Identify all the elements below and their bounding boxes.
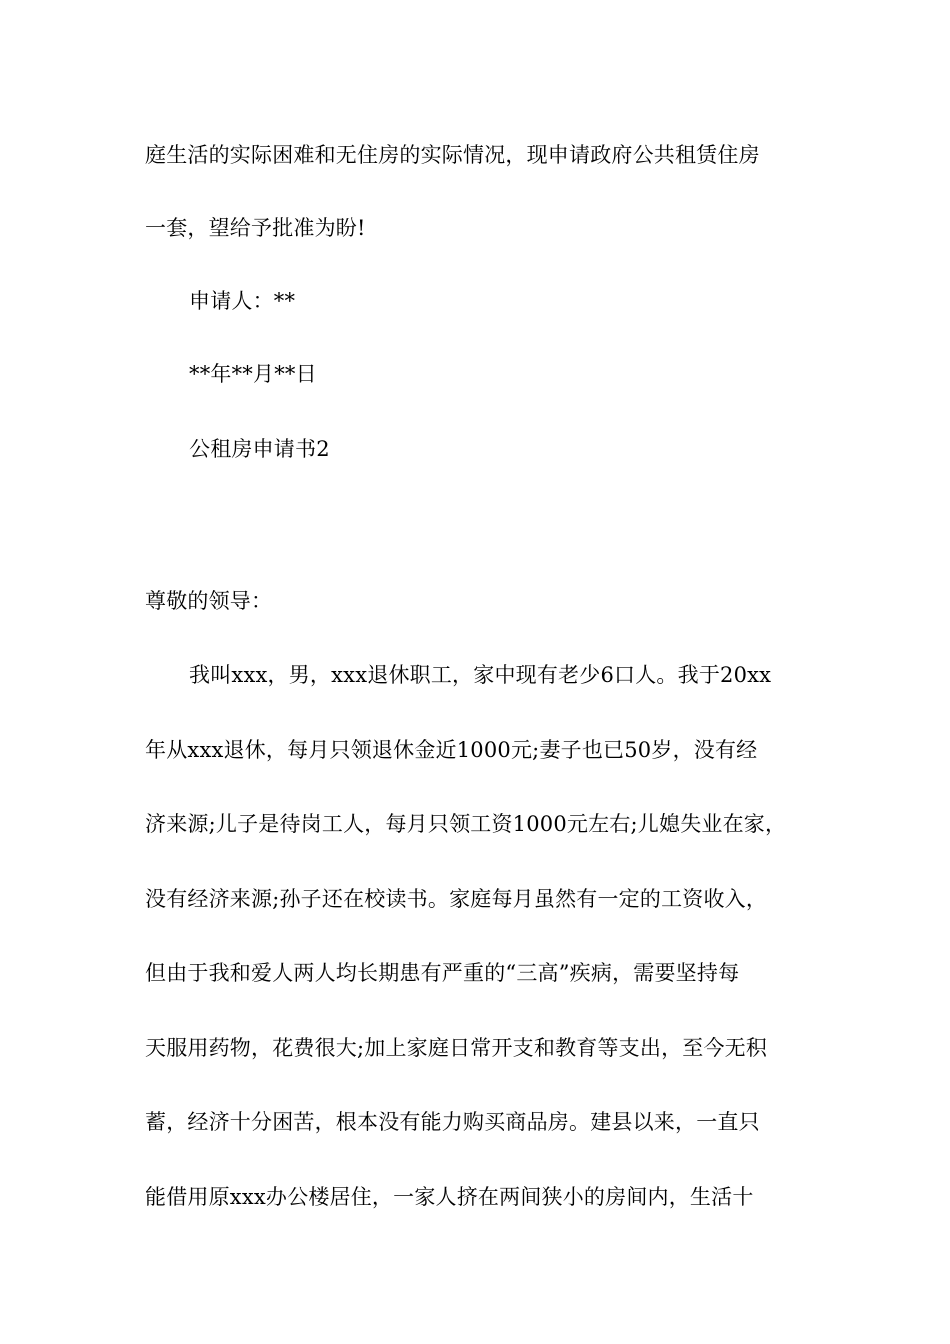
body-line-8: 能借用原xxx办公楼居住，一家人挤在两间狭小的房间内，生活十: [145, 1185, 754, 1209]
applicant-line: 申请人：**: [189, 289, 296, 313]
paragraph-line-1: 庭生活的实际困难和无住房的实际情况，现申请政府公共租赁住房: [145, 143, 760, 167]
body-line-6: 天服用药物，花费很大;加上家庭日常开支和教育等支出，至今无积: [145, 1036, 768, 1060]
body-line-3: 济来源;儿子是待岗工人，每月只领工资1000元左右;儿媳失业在家，: [145, 812, 787, 836]
body-line-1: 我叫xxx，男，xxx退休职工，家中现有老少6口人。我于20xx: [189, 663, 772, 687]
body-line-5: 但由于我和爱人两人均长期患有严重的“三高”疾病，需要坚持每: [145, 961, 740, 985]
body-line-7: 蓄，经济十分困苦，根本没有能力购买商品房。建县以来，一直只: [145, 1110, 760, 1134]
date-line: **年**月**日: [189, 362, 317, 386]
paragraph-line-2: 一套，望给予批准为盼!: [145, 216, 366, 240]
salutation-line: 尊敬的领导：: [145, 589, 273, 613]
body-line-2: 年从xxx退休，每月只领退休金近1000元;妻子也已50岁，没有经: [145, 738, 758, 762]
body-line-4: 没有经济来源;孙子还在校读书。家庭每月虽然有一定的工资收入，: [145, 887, 768, 911]
section-title: 公租房申请书2: [189, 437, 330, 461]
